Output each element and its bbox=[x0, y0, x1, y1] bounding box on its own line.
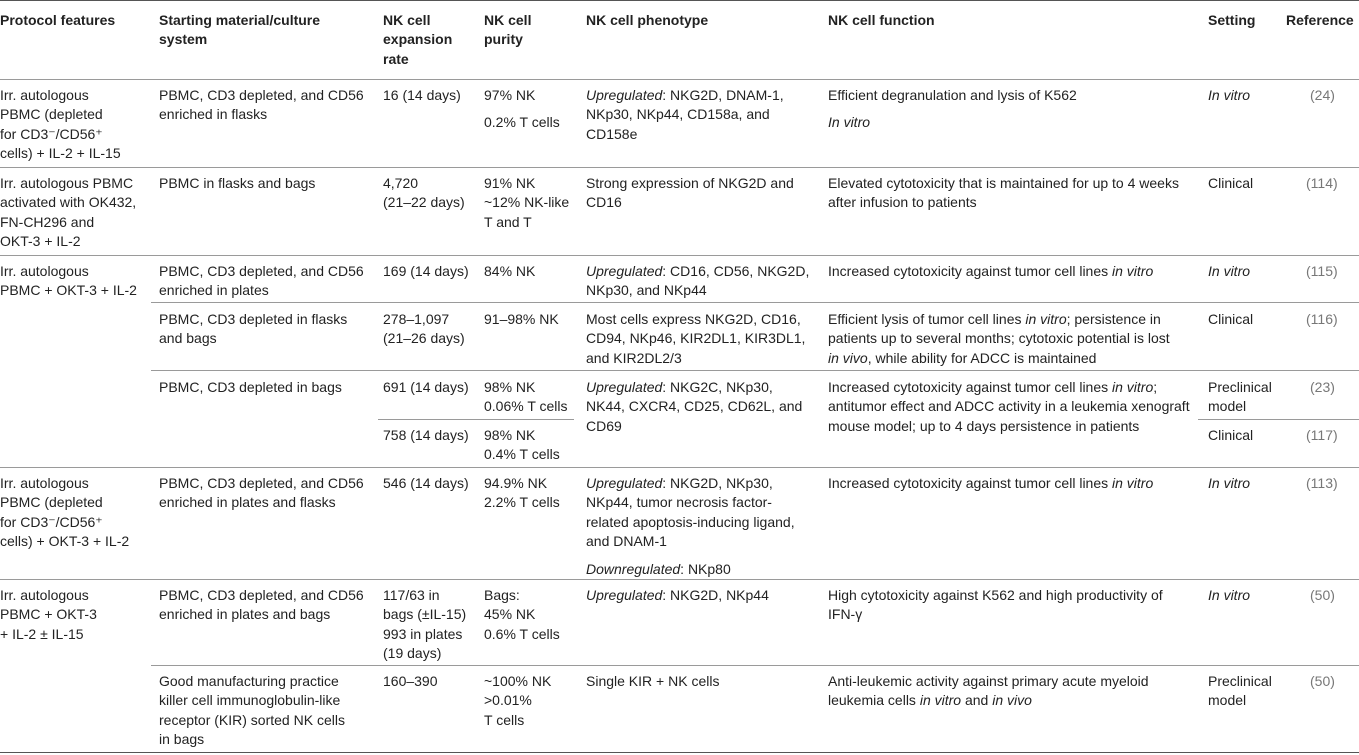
expansion-2: 4,720 (21–22 days) bbox=[383, 175, 465, 211]
setting-6: Clinical bbox=[1208, 427, 1254, 443]
header-function: NK cell function bbox=[828, 12, 935, 28]
header-phenotype: NK cell phenotype bbox=[586, 12, 709, 28]
reference-link-5[interactable]: (23) bbox=[1310, 379, 1335, 395]
phenotype-1: Upregulated: NKG2D, DNAM-1, NKp30, NKp44, CD158a, and CD158e bbox=[586, 87, 784, 142]
protocol-1: Irr. autologous PBMC (depleted for CD3⁻/CD56⁺ cells) + IL-2 + IL-15 bbox=[0, 87, 121, 162]
rule-row4 bbox=[0, 467, 1359, 468]
reference-link-4[interactable]: (116) bbox=[1306, 311, 1338, 327]
expansion-5: 691 (14 days) bbox=[383, 379, 469, 395]
expansion-3: 169 (14 days) bbox=[383, 263, 469, 279]
purity-1b: 0.2% T cells bbox=[484, 114, 560, 130]
function-3: Increased cytotoxicity against tumor cell lines in vitro bbox=[828, 263, 1154, 279]
header-expansion-rate: NK cell expansion rate bbox=[383, 12, 453, 67]
rule-row1 bbox=[0, 167, 1359, 168]
reference-link-9[interactable]: (50) bbox=[1310, 673, 1335, 689]
phenotype-3: Upregulated: CD16, CD56, NKG2D, NKp30, and NKp44 bbox=[586, 263, 810, 299]
function-7: High cytotoxicity against K562 and high productivity of IFN-γ bbox=[828, 587, 1163, 623]
header-protocol: Protocol features bbox=[0, 12, 116, 28]
setting-1: In vitro bbox=[1208, 87, 1251, 103]
rule-row2 bbox=[0, 255, 1359, 256]
setting-8: In vitro bbox=[1208, 587, 1251, 603]
rule-sub3b bbox=[1198, 419, 1359, 420]
protocol-3: Irr. autologous PBMC + OKT-3 + IL-2 bbox=[0, 263, 137, 299]
function-5: Increased cytotoxicity against tumor cell lines in vitro; antitumor effect and ADCC activity in a leukemia xenograft mouse model; up to 4 days persistence in patients bbox=[828, 379, 1190, 434]
purity-8: Bags: 45% NK 0.6% T cells bbox=[484, 587, 560, 642]
function-4: Efficient lysis of tumor cell lines in vitro; persistence in patients up to several months; cytotoxic potential is lost in vivo, while ability for ADCC is maintained bbox=[828, 311, 1170, 366]
starting-4: PBMC, CD3 depleted in flasks and bags bbox=[159, 311, 348, 347]
setting-9: Preclinical model bbox=[1208, 673, 1272, 709]
purity-5: 98% NK 0.06% T cells bbox=[484, 379, 568, 415]
rule-sub2 bbox=[151, 370, 1359, 371]
phenotype-7: Upregulated: NKG2D, NKp44 bbox=[586, 587, 769, 603]
rule-bottom bbox=[0, 752, 1359, 753]
phenotype-5: Upregulated: NKG2C, NKp30, NK44, CXCR4, CD25, CD62L, and CD69 bbox=[586, 379, 803, 434]
reference-link-6[interactable]: (117) bbox=[1306, 427, 1338, 443]
rule-header bbox=[0, 79, 1359, 80]
phenotype-6: Upregulated: NKG2D, NKp30, NKp44, tumor necrosis factor- related apoptosis-inducing ligand, and DNAM-1 Downregulated: NKp80 bbox=[586, 475, 795, 577]
function-8: Anti-leukemic activity against primary acute myeloid leukemia cells in vitro and in vivo bbox=[828, 673, 1149, 709]
header-setting: Setting bbox=[1208, 12, 1256, 28]
header-reference: Reference bbox=[1286, 12, 1354, 28]
setting-2: Clinical bbox=[1208, 175, 1254, 191]
reference-link-3[interactable]: (115) bbox=[1306, 263, 1338, 279]
starting-1: PBMC, CD3 depleted, and CD56 enriched in flasks bbox=[159, 87, 364, 123]
purity-9: ~100% NK >0.01% T cells bbox=[484, 673, 552, 728]
expansion-6: 758 (14 days) bbox=[383, 427, 469, 443]
purity-2: 91% NK ~12% NK-like T and T bbox=[484, 175, 570, 230]
starting-2: PBMC in flasks and bags bbox=[159, 175, 316, 191]
protocol-2: Irr. autologous PBMC activated with OK432, FN-CH296 and OKT-3 + IL-2 bbox=[0, 175, 137, 250]
rule-top bbox=[0, 0, 1359, 1]
starting-7: PBMC, CD3 depleted, and CD56 enriched in plates and bags bbox=[159, 587, 364, 623]
setting-4: Clinical bbox=[1208, 311, 1254, 327]
protocol-4: Irr. autologous PBMC (depleted for CD3⁻/CD56⁺ cells) + OKT-3 + IL-2 bbox=[0, 475, 130, 550]
purity-3: 84% NK bbox=[484, 263, 536, 279]
reference-link-2[interactable]: (114) bbox=[1306, 175, 1338, 191]
starting-8: Good manufacturing practice killer cell immunoglobulin-like receptor (KIR) sorted NK cells in bags bbox=[159, 673, 345, 748]
protocol-5: Irr. autologous PBMC + OKT-3 + IL-2 ± IL-15 bbox=[0, 587, 97, 642]
reference-link-8[interactable]: (50) bbox=[1310, 587, 1335, 603]
function-6: Increased cytotoxicity against tumor cell lines in vitro bbox=[828, 475, 1154, 491]
reference-link-1[interactable]: (24) bbox=[1310, 87, 1335, 103]
rule-sub4 bbox=[151, 665, 1359, 666]
expansion-8: 117/63 in bags (±IL-15) 993 in plates (19 days) bbox=[383, 587, 467, 662]
function-2: Elevated cytotoxicity that is maintained for up to 4 weeks after infusion to patients bbox=[828, 175, 1179, 211]
reference-link-7[interactable]: (113) bbox=[1306, 475, 1338, 491]
expansion-1: 16 (14 days) bbox=[383, 87, 461, 103]
starting-3: PBMC, CD3 depleted, and CD56 enriched in plates bbox=[159, 263, 364, 299]
starting-5: PBMC, CD3 depleted in bags bbox=[159, 379, 342, 395]
phenotype-2: Strong expression of NKG2D and CD16 bbox=[586, 175, 794, 211]
starting-6: PBMC, CD3 depleted, and CD56 enriched in plates and flasks bbox=[159, 475, 364, 511]
rule-sub1 bbox=[151, 302, 1359, 303]
header-starting-material: Starting material/culture system bbox=[159, 12, 321, 48]
setting-3: In vitro bbox=[1208, 263, 1251, 279]
expansion-9: 160–390 bbox=[383, 673, 438, 689]
function-1: Efficient degranulation and lysis of K562 In vitro bbox=[828, 87, 1077, 131]
expansion-7: 546 (14 days) bbox=[383, 475, 469, 491]
rule-sub3 bbox=[378, 419, 574, 420]
purity-1a: 97% NK bbox=[484, 87, 536, 103]
rule-row5 bbox=[0, 579, 1359, 580]
purity-4: 91–98% NK bbox=[484, 311, 559, 327]
purity-7: 94.9% NK 2.2% T cells bbox=[484, 475, 560, 511]
phenotype-8: Single KIR + NK cells bbox=[586, 673, 720, 689]
setting-5: Preclinical model bbox=[1208, 379, 1272, 415]
setting-7: In vitro bbox=[1208, 475, 1251, 491]
purity-6: 98% NK 0.4% T cells bbox=[484, 427, 560, 463]
header-purity: NK cell purity bbox=[484, 12, 532, 48]
expansion-4: 278–1,097 (21–26 days) bbox=[383, 311, 465, 347]
phenotype-4: Most cells express NKG2D, CD16, CD94, NKp46, KIR2DL1, KIR3DL1, and KIR2DL2/3 bbox=[586, 311, 806, 366]
